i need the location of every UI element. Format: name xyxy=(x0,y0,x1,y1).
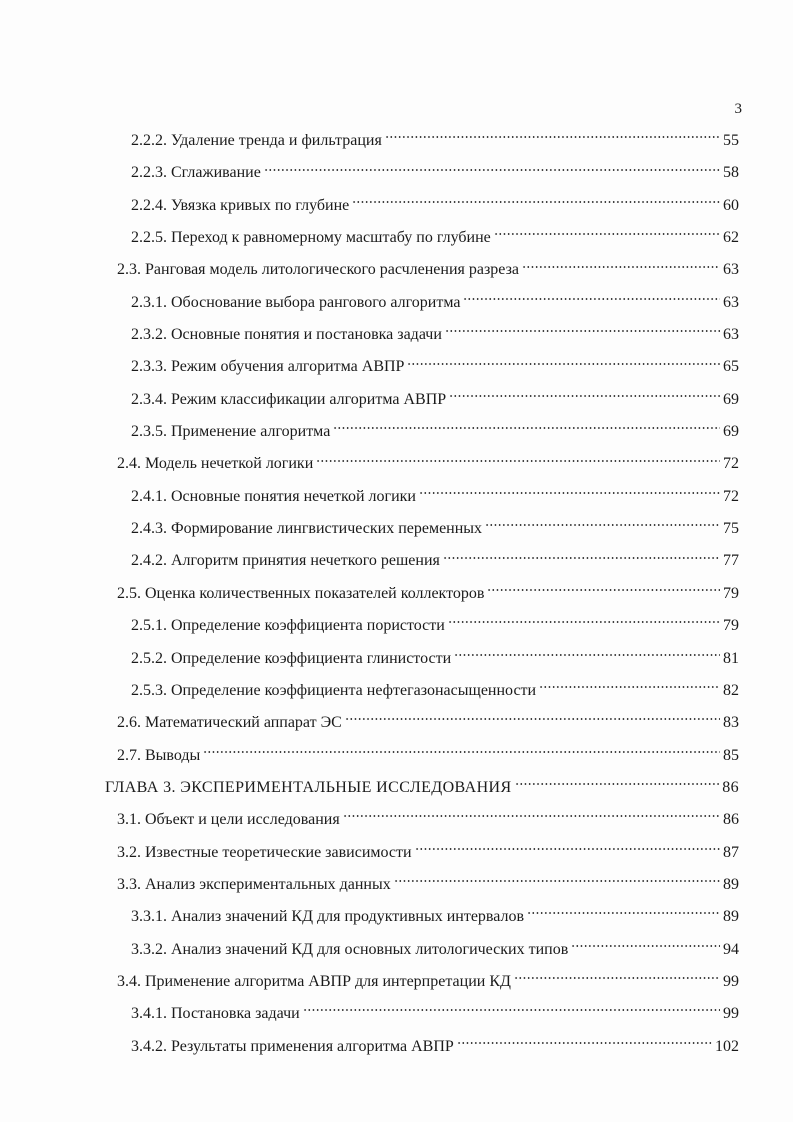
toc-entry-page-number: 89 xyxy=(723,908,739,926)
dot-leader xyxy=(264,169,720,171)
toc-entry-page-number: 79 xyxy=(723,584,739,602)
toc-entry-title: 3.3.1. Анализ значений КД для продуктивных интервалов xyxy=(131,908,525,926)
toc-entry-page-number: 60 xyxy=(723,196,739,214)
toc-entry-title: ГЛАВА 3. ЭКСПЕРИМЕНТАЛЬНЫЕ ИССЛЕДОВАНИЯ xyxy=(105,778,512,796)
toc-entry-page-number: 69 xyxy=(723,390,739,408)
toc-entry-page-number: 89 xyxy=(723,875,739,893)
dot-leader xyxy=(333,427,720,429)
toc-entry[interactable] xyxy=(0,513,793,545)
toc-entry-page-number: 86 xyxy=(723,811,739,829)
dot-leader xyxy=(485,524,720,526)
dot-leader xyxy=(514,977,720,979)
dot-leader xyxy=(352,201,720,203)
toc-entry-page-number: 55 xyxy=(723,132,739,149)
toc-entry-title: 2.2.3. Сглаживание xyxy=(131,164,261,182)
toc-entry-page-number: 83 xyxy=(723,714,739,732)
toc-entry[interactable] xyxy=(0,643,793,675)
dot-leader xyxy=(303,1009,720,1011)
toc-entry-title: 2.5. Оценка количественных показателей коллекторов xyxy=(117,584,485,602)
toc-entry[interactable] xyxy=(0,287,793,319)
toc-entry-title: 2.4. Модель нечеткой логики xyxy=(117,455,314,473)
dot-leader xyxy=(385,136,720,138)
toc-entry[interactable] xyxy=(0,448,793,480)
toc-entry-title: 2.3.5. Применение алгоритма xyxy=(131,423,331,441)
toc-entry-page-number: 77 xyxy=(723,552,739,570)
toc-entry-page-number: 72 xyxy=(723,487,739,505)
toc-entry-page-number: 99 xyxy=(723,972,739,990)
dot-leader xyxy=(449,395,720,397)
toc-entry-page-number: 79 xyxy=(723,617,739,635)
toc-entry-page-number: 69 xyxy=(723,423,739,441)
toc-entry-title: 2.5.2. Определение коэффициента глинистости xyxy=(131,649,452,667)
toc-entry-title: 2.3. Ранговая модель литологического расчленения разреза xyxy=(117,261,520,279)
toc-entry[interactable] xyxy=(0,740,793,772)
toc-entry-title: 3.2. Известные теоретические зависимости xyxy=(117,843,412,861)
dot-leader xyxy=(463,298,720,300)
toc-entry[interactable] xyxy=(0,254,793,286)
toc-entry-title: 2.3.4. Режим классификации алгоритма АВПР xyxy=(131,390,447,408)
toc-entry-page-number: 63 xyxy=(723,293,739,311)
toc-entry-title: 2.4.2. Алгоритм принятия нечеткого решения xyxy=(131,552,440,570)
page-number: 3 xyxy=(734,101,742,117)
dot-leader xyxy=(407,363,720,365)
toc-entry-title: 2.4.1. Основные понятия нечеткой логики xyxy=(131,487,416,505)
dot-leader xyxy=(443,557,720,559)
dot-leader xyxy=(345,718,720,720)
toc-chapter-entry[interactable] xyxy=(0,772,793,804)
toc-entry-title: 2.3.1. Обоснование выбора рангового алгоритма xyxy=(131,293,461,311)
dot-leader xyxy=(316,460,720,462)
toc-entry[interactable] xyxy=(0,125,793,157)
toc-entry-title: 2.2.5. Переход к равномерному масштабу по глубине xyxy=(131,229,491,247)
toc-entry[interactable] xyxy=(0,934,793,966)
toc-entry[interactable] xyxy=(0,319,793,351)
toc-entry[interactable] xyxy=(0,351,793,383)
dot-leader xyxy=(494,233,720,235)
toc-entry-page-number: 94 xyxy=(723,940,739,958)
toc-entry[interactable] xyxy=(0,901,793,933)
dot-leader xyxy=(539,686,720,688)
toc-entry[interactable] xyxy=(0,416,793,448)
toc-entry[interactable] xyxy=(0,707,793,739)
toc-entry-title: 2.7. Выводы xyxy=(117,746,201,764)
toc-entry-page-number: 82 xyxy=(723,681,739,699)
toc-entry[interactable] xyxy=(0,837,793,869)
toc-entry-title: 2.2.4. Увязка кривых по глубине xyxy=(131,196,350,214)
toc-entry-title: 2.5.3. Определение коэффициента нефтегазонасыщенности xyxy=(131,681,537,699)
dot-leader xyxy=(445,330,720,332)
toc-entry-title: 3.3. Анализ экспериментальных данных xyxy=(117,875,391,893)
toc-entry-title: 3.4. Применение алгоритма АВПР для интерпретации КД xyxy=(117,972,511,990)
dot-leader xyxy=(571,945,720,947)
dot-leader xyxy=(419,492,720,494)
toc-entry-page-number: 63 xyxy=(723,261,739,279)
toc-entry[interactable] xyxy=(0,157,793,189)
dot-leader xyxy=(394,880,720,882)
toc-entry-page-number: 72 xyxy=(723,455,739,473)
toc-entry-page-number: 65 xyxy=(723,358,739,376)
toc-entry-page-number: 99 xyxy=(723,1005,739,1023)
toc-entry-page-number: 87 xyxy=(723,843,739,861)
dot-leader xyxy=(454,654,720,656)
toc-entry-page-number: 63 xyxy=(723,326,739,344)
toc-entry-title: 2.4.3. Формирование лингвистических переменных xyxy=(131,520,483,538)
toc-entry[interactable] xyxy=(0,804,793,836)
toc-entry[interactable] xyxy=(0,481,793,513)
dot-leader xyxy=(527,912,720,914)
toc-entry-title: 2.5.1. Определение коэффициента пористости xyxy=(131,617,445,635)
toc-entry[interactable] xyxy=(0,384,793,416)
toc-entry-title: 2.3.2. Основные понятия и постановка задачи xyxy=(131,326,442,344)
toc-entry[interactable] xyxy=(0,610,793,642)
toc-entry-page-number: 81 xyxy=(723,649,739,667)
toc-entry[interactable] xyxy=(0,869,793,901)
dot-leader xyxy=(448,621,720,623)
toc-entry[interactable] xyxy=(0,190,793,222)
toc-entry-title: 3.3.2. Анализ значений КД для основных литологических типов xyxy=(131,940,569,958)
toc-entry[interactable] xyxy=(0,1031,793,1063)
toc-entry[interactable] xyxy=(0,545,793,577)
toc-entry-page-number: 75 xyxy=(723,520,739,538)
dot-leader xyxy=(343,815,720,817)
toc-entry-title: 3.4.2. Результаты применения алгоритма АВПР xyxy=(131,1037,454,1055)
toc-entry-page-number: 58 xyxy=(723,164,739,182)
toc-entry[interactable] xyxy=(0,966,793,998)
toc-entry[interactable] xyxy=(0,998,793,1030)
toc-entry[interactable] xyxy=(0,675,793,707)
toc-entry-title: 2.3.3. Режим обучения алгоритма АВПР xyxy=(131,358,405,376)
toc-entry-title: 2.6. Математический аппарат ЭС xyxy=(117,714,342,732)
dot-leader xyxy=(487,589,720,591)
toc-entry-title: 3.4.1. Постановка задачи xyxy=(131,1005,300,1023)
toc-entry-title: 3.1. Объект и цели исследования xyxy=(117,811,340,829)
table-of-contents xyxy=(0,125,793,1063)
toc-entry[interactable] xyxy=(0,578,793,610)
dot-leader xyxy=(203,751,720,753)
toc-entry-page-number: 85 xyxy=(723,746,739,764)
toc-entry-page-number: 86 xyxy=(722,778,739,796)
dot-leader xyxy=(515,783,720,785)
toc-entry[interactable] xyxy=(0,222,793,254)
toc-entry-page-number: 62 xyxy=(723,229,739,247)
dot-leader xyxy=(522,266,720,268)
dot-leader xyxy=(415,848,720,850)
dot-leader xyxy=(457,1042,712,1044)
toc-entry-page-number: 102 xyxy=(715,1037,739,1055)
toc-entry-title: 2.2.2. Удаление тренда и фильтрация xyxy=(131,132,382,149)
